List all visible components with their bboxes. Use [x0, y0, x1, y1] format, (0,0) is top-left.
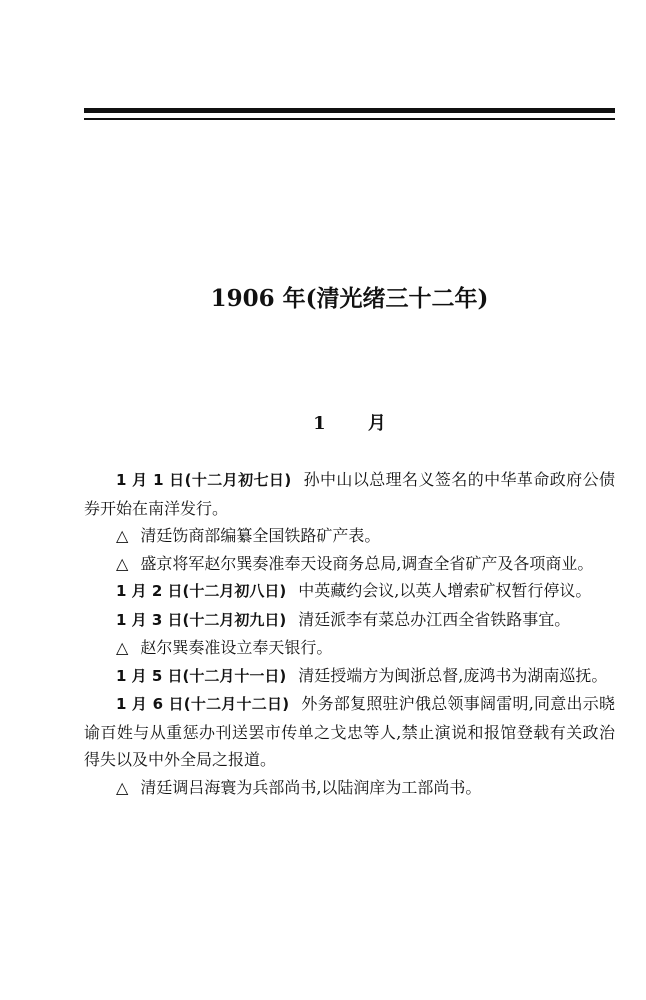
entry-text: 清廷调吕海寰为兵部尚书,以陆润庠为工部尚书。 — [140, 777, 482, 797]
entry-text: 盛京将军赵尔巽奏准奉天设商务总局,调查全省矿产及各项商业。 — [140, 553, 594, 573]
header-thick-rule — [84, 108, 615, 113]
triangle-marker: △ — [116, 553, 129, 573]
entry-paragraph — [84, 577, 615, 606]
entry-text: 孙中山以总理名义签名的中华革命政府公债券开始在南洋发行。 — [84, 470, 615, 518]
entry-paragraph — [84, 550, 615, 578]
entry-text: 外务部复照驻沪俄总领事阔雷明,同意出示晓谕百姓与从重惩办刊送罢市传单之戈忠等人,禁止演说和报馆登载有关政治得失以及中外全局之报道。 — [84, 694, 615, 769]
chronicle-body — [84, 466, 615, 801]
entry-date: 1 月 1 日(十二月初七日) — [116, 471, 292, 489]
entry-text: 清廷派李有菜总办江西全省铁路事宜。 — [298, 609, 571, 629]
entry-text: 中英藏约会议,以英人增索矿权暂行停议。 — [298, 581, 592, 600]
entry-date: 1 月 5 日(十二月十一日) — [116, 666, 287, 685]
entry-date: 1 月 6 日(十二月十二日) — [116, 695, 290, 713]
entry-date: 1 月 3 日(十二月初九日) — [116, 610, 287, 629]
triangle-marker: △ — [116, 777, 129, 797]
entry-paragraph — [84, 634, 615, 662]
year-heading: 1906 年(清光绪三十二年) — [210, 285, 489, 312]
entry-paragraph — [84, 690, 615, 774]
entry-paragraph — [84, 522, 615, 550]
entry-paragraph — [84, 466, 615, 522]
month-heading: 1 月 — [313, 413, 404, 434]
entry-paragraph — [84, 606, 615, 635]
entry-text: 赵尔巽奏准设立奉天银行。 — [140, 638, 333, 657]
entry-text: 清廷授端方为闽浙总督,庞鸿书为湖南巡抚。 — [298, 665, 608, 685]
triangle-marker: △ — [116, 526, 129, 545]
entry-paragraph — [84, 774, 615, 802]
entry-text: 清廷饬商部编纂全国铁路矿产表。 — [140, 526, 381, 545]
entry-date: 1 月 2 日(十二月初八日) — [116, 582, 287, 600]
entry-paragraph — [84, 662, 615, 691]
header-thin-rule — [84, 118, 615, 120]
triangle-marker: △ — [116, 638, 129, 657]
